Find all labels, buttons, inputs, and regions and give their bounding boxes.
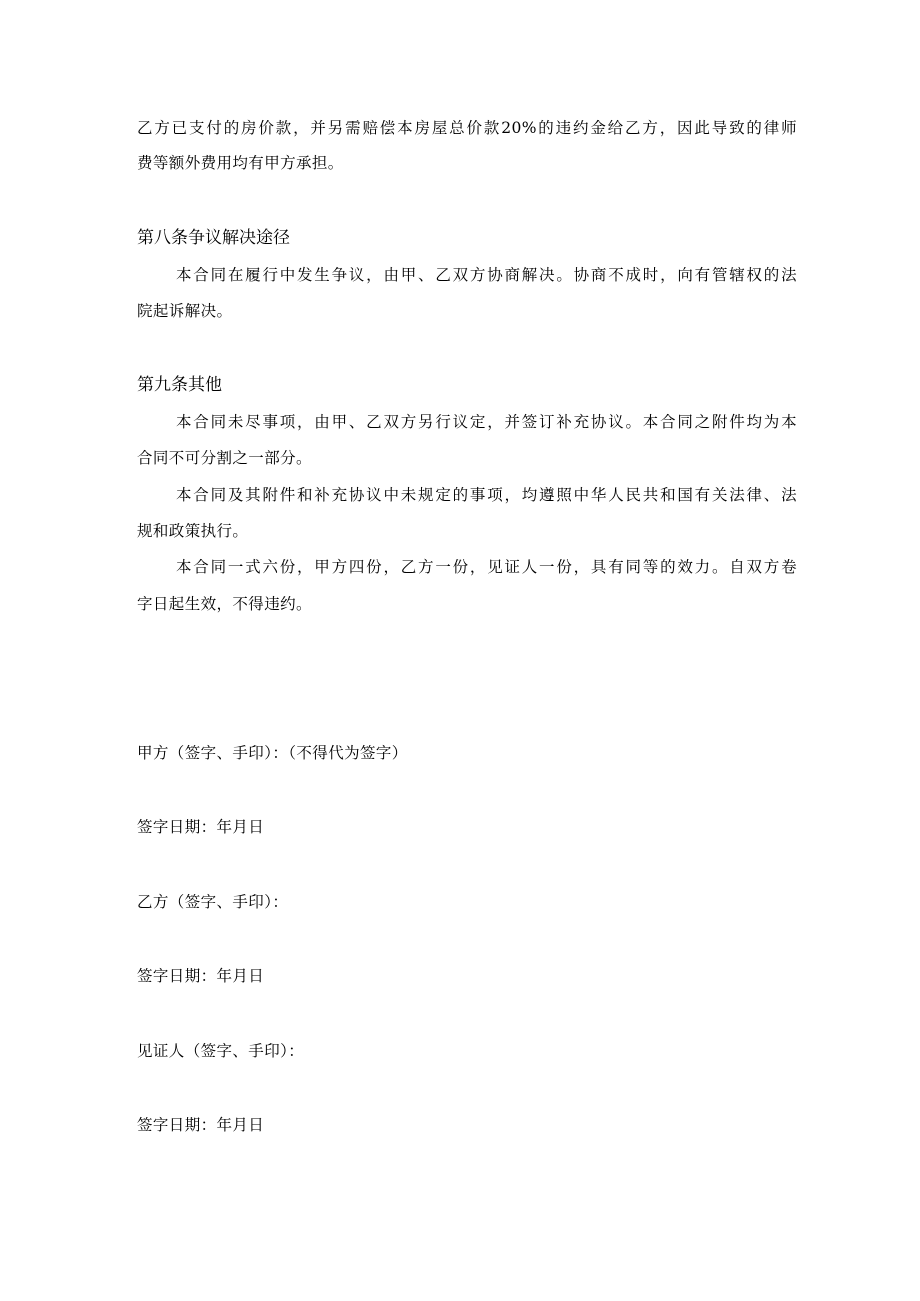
article-8-heading: 第八条争议解决途径 [137,228,290,248]
article-9-paragraph-3-line-2: 字日起生效，不得违约。 [137,595,312,613]
witness-date-line: 签字日期：年月日 [137,1116,265,1134]
article-9-paragraph-1-line-2: 合同不可分割之一部分。 [137,449,312,467]
party-a-signature-line: 甲方（签字、手印）：（不得代为签字） [137,744,408,762]
continuation-line-1: 乙方已支付的房价款，并另需赔偿本房屋总价款20%的违约金给乙方，因此导致的律师 [137,119,797,137]
continuation-line-2: 费等额外费用均有甲方承担。 [137,154,344,172]
party-b-date-line: 签字日期：年月日 [137,967,265,985]
article-8-paragraph-line-1: 本合同在履行中发生争议，由甲、乙双方协商解决。协商不成时，向有管辖权的法 [176,266,797,284]
witness-signature-line: 见证人（签字、手印）： [137,1042,305,1060]
article-9-paragraph-2-line-1: 本合同及其附件和补充协议中未规定的事项，均遵照中华人民共和国有关法律、法 [176,486,797,504]
article-8-paragraph-line-2: 院起诉解决。 [137,302,233,320]
party-a-date-line: 签字日期：年月日 [137,818,265,836]
party-b-signature-line: 乙方（签字、手印）： [137,893,289,911]
article-9-heading: 第九条其他 [137,375,222,395]
article-9-paragraph-3-line-1: 本合同一式六份，甲方四份，乙方一份，见证人一份，具有同等的效力。自双方卷 [176,558,797,576]
article-9-paragraph-1-line-1: 本合同未尽事项，由甲、乙双方另行议定，并签订补充协议。本合同之附件均为本 [176,413,797,431]
article-9-paragraph-2-line-2: 规和政策执行。 [137,522,249,540]
